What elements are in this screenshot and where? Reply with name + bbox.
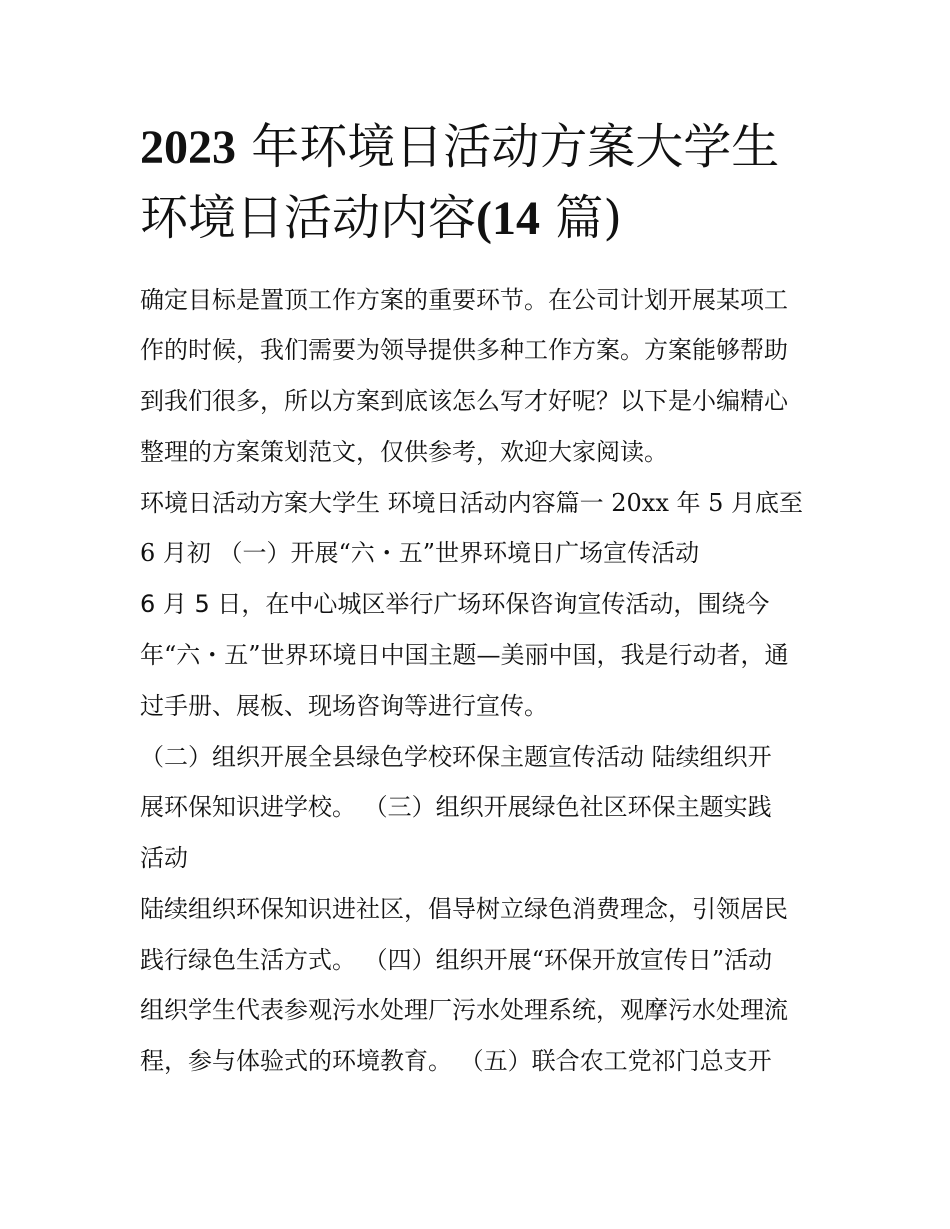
body-line-intro-3: 到我们很多，所以方案到底该怎么写才好呢？以下是小编精心 bbox=[140, 387, 788, 415]
body-line-item-3-heading: 展环保知识进学校。 （三）组织开展绿色社区环保主题实践 bbox=[140, 793, 772, 821]
body-line-item-3-heading-end: 活动 bbox=[140, 844, 188, 872]
body-line-item-1-text-3: 过手册、展板、现场咨询等进行宣传。 bbox=[140, 692, 548, 720]
body-line-item-1-text-2: 年“六・五”世界环境日中国主题—美丽中国，我是行动者，通 bbox=[140, 641, 789, 669]
title-line-2: 环境日活动内容(14 篇) bbox=[140, 190, 622, 246]
body-line-item-2-heading: （二）组织开展全县绿色学校环保主题宣传活动 陆续组织开 bbox=[140, 743, 772, 771]
body-line-item-4-heading: 践行绿色生活方式。 （四）组织开展“环保开放宣传日”活动 bbox=[140, 946, 773, 974]
body-line-item-1-heading: 6 月初 （一）开展“六・五”世界环境日广场宣传活动 bbox=[140, 539, 700, 567]
body-line-item-3-text-1: 陆续组织环保知识进社区，倡导树立绿色消费理念，引领居民 bbox=[140, 895, 788, 923]
document-title bbox=[140, 112, 820, 254]
body-line-section-heading: 环境日活动方案大学生 环境日活动内容篇一 20xx 年 5 月底至 bbox=[140, 489, 804, 517]
body-line-intro-2: 作的时候，我们需要为领导提供多种工作方案。方案能够帮助 bbox=[140, 336, 788, 364]
body-line-intro-1: 确定目标是置顶工作方案的重要环节。在公司计划开展某项工 bbox=[140, 286, 788, 314]
body-line-item-5-heading: 程，参与体验式的环境教育。 （五）联合农工党祁门总支开 bbox=[140, 1047, 772, 1075]
body-line-item-4-text-1: 组织学生代表参观污水处理厂污水处理系统，观摩污水处理流 bbox=[140, 996, 788, 1024]
title-line-1: 2023 年环境日活动方案大学生 bbox=[140, 119, 780, 175]
body-line-item-1-text-1: 6 月 5 日，在中心城区举行广场环保咨询宣传活动，围绕今 bbox=[140, 590, 770, 618]
body-line-intro-4: 整理的方案策划范文，仅供参考，欢迎大家阅读。 bbox=[140, 438, 668, 466]
